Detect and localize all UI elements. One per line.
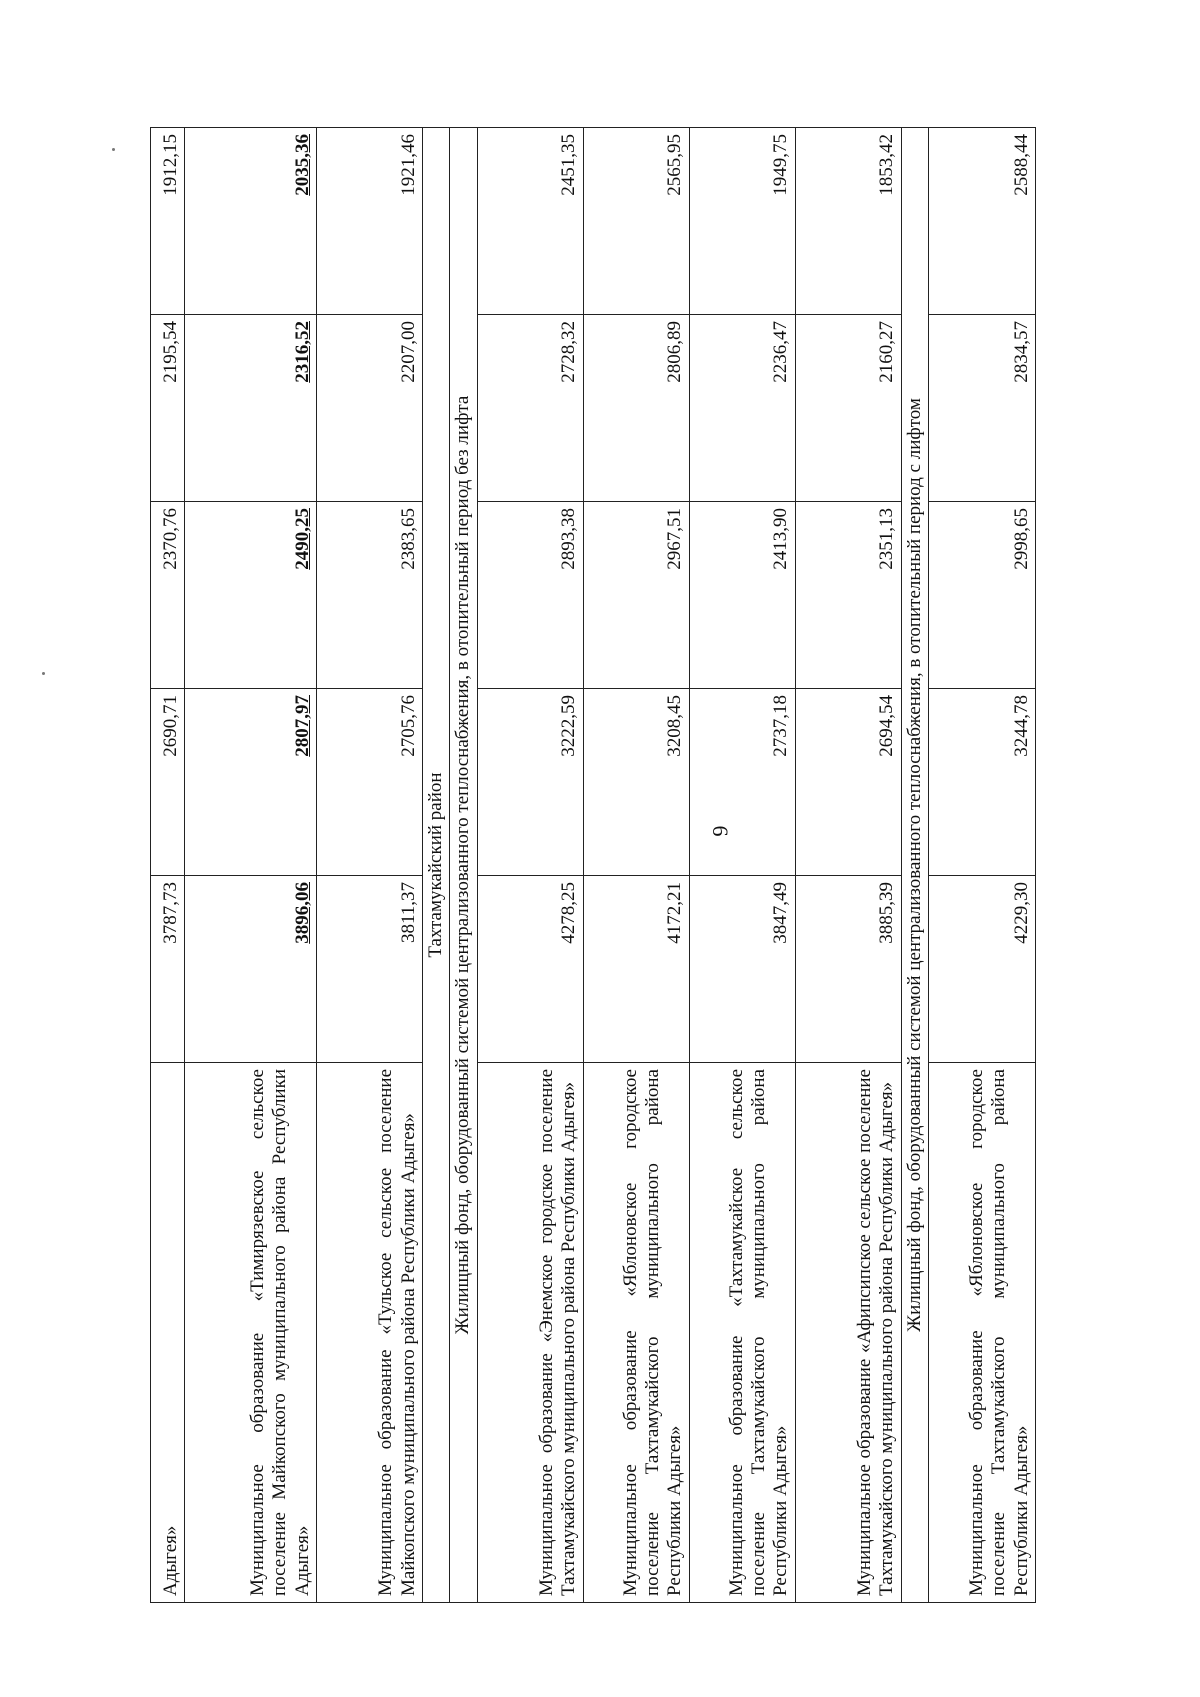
value-cell-5: 1949,75 xyxy=(689,128,795,315)
section-header-row xyxy=(901,128,928,1603)
table-row xyxy=(477,128,583,1603)
table-row xyxy=(795,128,901,1603)
value-cell-1: 3811,37 xyxy=(317,876,423,1063)
scan-speck xyxy=(42,672,45,675)
value-cell-3: 2351,13 xyxy=(795,502,901,689)
value-cell-4: 2236,47 xyxy=(689,315,795,502)
value-cell-4: 2806,89 xyxy=(583,315,689,502)
value-cell-3: 2893,38 xyxy=(477,502,583,689)
value-cell-3: 2413,90 xyxy=(689,502,795,689)
value-cell-5: 1853,42 xyxy=(795,128,901,315)
municipality-name: Муниципальное образование «Афипсипское сельское поселение Тахтамукайского муниципального района Республики Адыгея» xyxy=(795,1063,901,1603)
table-row xyxy=(151,128,185,1603)
section-header-row xyxy=(450,128,477,1603)
value-cell-1: 3787,73 xyxy=(151,876,185,1063)
value-cell-4: 2195,54 xyxy=(151,315,185,502)
table-row xyxy=(583,128,689,1603)
table-row xyxy=(689,128,795,1603)
table-row xyxy=(317,128,423,1603)
municipality-name: Адыгея» xyxy=(151,1063,185,1603)
page-number: 6 xyxy=(708,825,733,837)
scan-speck xyxy=(112,148,115,151)
value-cell-5: 2588,44 xyxy=(929,128,1036,315)
value-cell-2: 2807,97 xyxy=(185,689,317,876)
table-row xyxy=(185,128,317,1603)
section-header-row xyxy=(423,128,450,1603)
tariff-table-body xyxy=(151,128,1036,1603)
section-header: Тахтамукайский район xyxy=(423,128,450,1603)
value-cell-4: 2207,00 xyxy=(317,315,423,502)
section-header: Жилищный фонд, оборудованный системой централизованного теплоснабжения, в отопительный период без лифта xyxy=(450,128,477,1603)
value-cell-2: 2705,76 xyxy=(317,689,423,876)
value-cell-2: 3208,45 xyxy=(583,689,689,876)
value-cell-3: 2967,51 xyxy=(583,502,689,689)
value-cell-1: 4278,25 xyxy=(477,876,583,1063)
value-cell-2: 2690,71 xyxy=(151,689,185,876)
value-cell-5: 1912,15 xyxy=(151,128,185,315)
municipality-name: Муниципальное образование «Тахтамукайское сельское поселение Тахтамукайского муниципального района Республики Адыгея» xyxy=(689,1063,795,1603)
value-cell-4: 2834,57 xyxy=(929,315,1036,502)
section-header: Жилищный фонд, оборудованный системой централизованного теплоснабжения, в отопительный период с лифтом xyxy=(901,128,928,1603)
value-cell-4: 2728,32 xyxy=(477,315,583,502)
value-cell-4: 2160,27 xyxy=(795,315,901,502)
value-cell-3: 2490,25 xyxy=(185,502,317,689)
value-cell-5: 2451,35 xyxy=(477,128,583,315)
value-cell-2: 3244,78 xyxy=(929,689,1036,876)
value-cell-2: 2737,18 xyxy=(689,689,795,876)
value-cell-2: 2694,54 xyxy=(795,689,901,876)
municipality-name: Муниципальное образование «Тимирязевское сельское поселение Майкопского муниципального района Республики Адыгея» xyxy=(185,1063,317,1603)
value-cell-1: 4172,21 xyxy=(583,876,689,1063)
value-cell-1: 3896,06 xyxy=(185,876,317,1063)
value-cell-5: 2565,95 xyxy=(583,128,689,315)
municipality-name: Муниципальное образование «Яблоновское городское поселение Тахтамукайского муниципального района Республики Адыгея» xyxy=(929,1063,1036,1603)
value-cell-3: 2998,65 xyxy=(929,502,1036,689)
tariff-table xyxy=(150,127,1036,1603)
value-cell-1: 3847,49 xyxy=(689,876,795,1063)
value-cell-1: 4229,30 xyxy=(929,876,1036,1063)
value-cell-3: 2383,65 xyxy=(317,502,423,689)
value-cell-1: 3885,39 xyxy=(795,876,901,1063)
value-cell-4: 2316,52 xyxy=(185,315,317,502)
value-cell-3: 2370,76 xyxy=(151,502,185,689)
municipality-name: Муниципальное образование «Яблоновское городское поселение Тахтамукайского муниципального района Республики Адыгея» xyxy=(583,1063,689,1603)
value-cell-5: 2035,36 xyxy=(185,128,317,315)
rotated-table-container xyxy=(150,127,1032,1603)
value-cell-2: 3222,59 xyxy=(477,689,583,876)
table-row xyxy=(929,128,1036,1603)
municipality-name: Муниципальное образование «Энемское городское поселение Тахтамукайского муниципального района Республики Адыгея» xyxy=(477,1063,583,1603)
value-cell-5: 1921,46 xyxy=(317,128,423,315)
municipality-name: Муниципальное образование «Тульское сельское поселение Майкопского муниципального района Республики Адыгея» xyxy=(317,1063,423,1603)
